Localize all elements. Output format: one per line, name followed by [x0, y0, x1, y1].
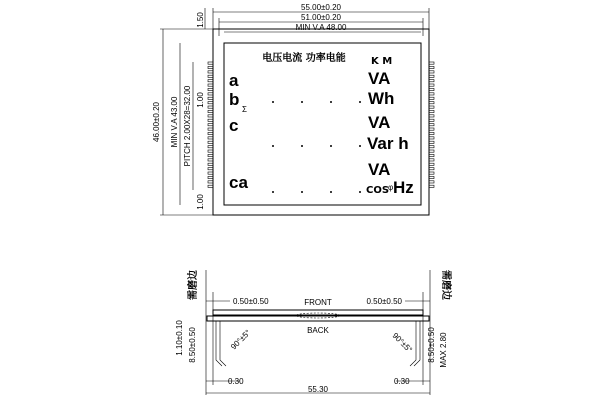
digit-10: [310, 158, 332, 193]
pin-right: [429, 128, 434, 130]
pin-left: [208, 75, 213, 77]
digit-2: [310, 68, 332, 103]
pin-left: [208, 150, 213, 152]
offset-right: 0.50±0.50: [366, 297, 402, 306]
dim-top-margin: 1.50: [196, 12, 205, 28]
pin-left: [208, 80, 213, 82]
pin-right: [429, 75, 434, 77]
pin-right: [429, 66, 434, 68]
phi-symbol: φ: [388, 183, 394, 192]
decimal-point: [301, 145, 303, 147]
pin-right: [429, 172, 434, 174]
row-letter-c: c: [229, 116, 239, 135]
pin-tabs: [208, 62, 434, 187]
digit-8: [252, 158, 274, 193]
unit-va-1: VA: [368, 69, 391, 88]
pin-right: [429, 159, 434, 161]
pin-right: [429, 97, 434, 99]
pin-right: [429, 163, 434, 165]
pin-right: [429, 115, 434, 117]
pin-right: [429, 62, 434, 64]
dim-inner-width: 51.00±0.20: [301, 13, 341, 22]
dim-left-2: 8.50±0.50: [188, 327, 197, 363]
pin-leg-left-2: [220, 321, 226, 366]
front-glass: [213, 310, 423, 315]
decimal-point: [330, 101, 332, 103]
decimal-point: [272, 191, 274, 193]
pin-right: [429, 154, 434, 156]
digit-5: [281, 112, 303, 147]
dim-view-width: MIN V.A 48.00: [295, 23, 347, 32]
seven-segment-digits: [252, 68, 361, 193]
pin-left: [208, 119, 213, 121]
pin-right: [429, 132, 434, 134]
pin-left: [208, 172, 213, 174]
pin-right: [429, 93, 434, 95]
pin-left: [208, 110, 213, 112]
back-label: BACK: [307, 326, 329, 335]
pin-left: [208, 115, 213, 117]
pin-right: [429, 119, 434, 121]
unit-km: K M: [371, 56, 393, 67]
dim-pitch: PITCH 2.00X28=32.00: [183, 85, 192, 167]
unit-cos: COS: [366, 185, 390, 196]
pin-right: [429, 137, 434, 139]
bottom-right: 0.30: [394, 377, 410, 386]
pin-left: [208, 124, 213, 126]
dim-view-height: MIN V.A 43.00: [170, 96, 179, 148]
decimal-point: [272, 145, 274, 147]
back-glass: [207, 316, 429, 321]
pin-left: [208, 181, 213, 183]
pin-left: [208, 62, 213, 64]
pin-left: [208, 128, 213, 130]
pin-right: [429, 80, 434, 82]
pin-left: [208, 88, 213, 90]
unit-varh: Var h: [367, 134, 409, 153]
pin-right: [429, 106, 434, 108]
pin-left: [208, 159, 213, 161]
pin-left: [208, 185, 213, 187]
row-letter-ca: ca: [229, 173, 248, 192]
pin-right: [429, 168, 434, 170]
pin-leg-left: [216, 321, 222, 366]
front-label: FRONT: [304, 298, 332, 307]
dim-pin-top: 1.00: [196, 92, 205, 108]
pin-left: [208, 84, 213, 86]
pin-right: [429, 124, 434, 126]
digit-3: [339, 68, 361, 103]
pin-left: [208, 93, 213, 95]
dim-right-1: 8.50±0.50: [427, 327, 436, 363]
digit-9: [281, 158, 303, 193]
pin-left: [208, 163, 213, 165]
pin-right: [429, 176, 434, 178]
row-letter-b: b: [229, 90, 240, 109]
pin-right: [429, 102, 434, 104]
decimal-point: [330, 191, 332, 193]
bottom-left: 0.30: [228, 377, 244, 386]
edge-note-left: 需磨边: [188, 270, 199, 300]
pin-left: [208, 146, 213, 148]
pin-left: [208, 66, 213, 68]
pin-right: [429, 84, 434, 86]
pin-left: [208, 141, 213, 143]
pin-right: [429, 181, 434, 183]
decimal-point: [359, 101, 361, 103]
pin-leg-right-2: [410, 321, 416, 366]
sigma-symbol: Σ: [242, 105, 247, 114]
pin-leg-right: [414, 321, 420, 366]
pin-right: [429, 185, 434, 187]
digit-0: [252, 68, 274, 103]
dim-right-2: MAX 2.80: [439, 332, 448, 368]
decimal-point: [359, 191, 361, 193]
pin-left: [208, 97, 213, 99]
pin-right: [429, 146, 434, 148]
pin-right: [429, 110, 434, 112]
digit-4: [252, 112, 274, 147]
decimal-point: [301, 191, 303, 193]
decimal-point: [359, 145, 361, 147]
pin-left: [208, 176, 213, 178]
pin-left: [208, 71, 213, 73]
row-letter-a: a: [229, 71, 239, 90]
dim-left-1: 1.10±0.10: [175, 320, 184, 356]
pin-left: [208, 132, 213, 134]
pin-left: [208, 168, 213, 170]
bottom-total: 55.30: [307, 385, 329, 394]
pin-right: [429, 150, 434, 152]
angle-left: 90°±5°: [229, 327, 253, 352]
pin-left: [208, 106, 213, 108]
decimal-point: [330, 145, 332, 147]
decimal-point: [272, 101, 274, 103]
top-view: [152, 3, 434, 215]
unit-va-2: VA: [368, 113, 391, 132]
digit-1: [281, 68, 303, 103]
unit-va-3: VA: [368, 160, 391, 179]
dim-pin-bottom: 1.00: [196, 194, 205, 210]
pin-left: [208, 154, 213, 156]
pin-left: [208, 102, 213, 104]
decimal-point: [301, 101, 303, 103]
digit-11: [339, 158, 361, 193]
edge-note-right: 需磨边: [440, 270, 451, 300]
dim-outer-height: 46.00±0.20: [152, 102, 161, 142]
pin-right: [429, 88, 434, 90]
unit-wh: Wh: [368, 89, 395, 108]
pin-left: [208, 137, 213, 139]
offset-left: 0.50±0.50: [233, 297, 269, 306]
display-title: 电压电流 功率电能: [262, 53, 346, 64]
side-view: [175, 270, 453, 395]
digit-6: [310, 112, 332, 147]
pin-right: [429, 141, 434, 143]
digit-7: [339, 112, 361, 147]
dim-outer-width: 55.00±0.20: [301, 3, 341, 12]
unit-hz: Hz: [393, 178, 414, 197]
angle-right: 90°±5°: [390, 331, 415, 355]
pin-right: [429, 71, 434, 73]
